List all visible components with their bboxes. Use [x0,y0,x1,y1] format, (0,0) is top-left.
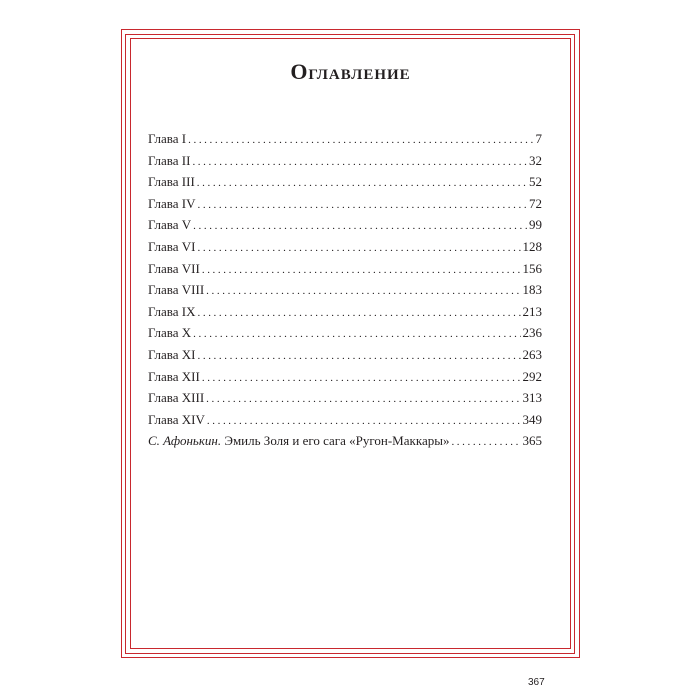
toc-entry-label: Глава X [148,325,192,341]
toc-entry-page: 263 [522,346,542,362]
dot-leader [193,324,520,346]
dot-leader [206,389,520,411]
toc-entry-page: 32 [529,152,542,168]
dot-leader [198,303,521,325]
dot-leader [188,130,533,152]
toc-entry-chapter-3[interactable] [148,171,542,193]
toc-entry-page: 213 [522,303,542,319]
toc-entry-label [148,430,449,452]
table-of-contents [148,128,542,452]
dot-leader [451,432,520,454]
toc-entry-chapter-1[interactable] [148,128,542,150]
dot-leader [198,346,521,368]
toc-entry-page: 156 [522,260,542,276]
toc-entry-page: 183 [522,282,542,298]
toc-entry-chapter-2[interactable] [148,150,542,172]
toc-entry-page: 236 [522,325,542,341]
dot-leader [207,411,521,433]
toc-entry-page: 52 [529,174,542,190]
dot-leader [192,152,527,174]
toc-entry-afterword[interactable] [148,430,542,452]
dot-leader [197,173,527,195]
dot-leader [206,281,520,303]
dot-leader [193,216,527,238]
toc-entry-chapter-13[interactable] [148,387,542,409]
dot-leader [202,368,521,390]
afterword-author: С. Афонькин. [148,433,222,449]
toc-entry-page: 99 [529,217,542,233]
toc-entry-page: 128 [522,238,542,254]
toc-entry-label: Глава IX [148,303,196,319]
afterword-title: Эмиль Золя и его сага «Ругон-Маккары» [221,433,450,449]
toc-entry-page: 313 [522,390,542,406]
toc-entry-chapter-14[interactable] [148,409,542,431]
toc-entry-label: Глава V [148,217,192,233]
toc-entry-chapter-5[interactable] [148,214,542,236]
toc-entry-page: 292 [522,368,542,384]
dot-leader [198,195,528,217]
page-number: 367 [528,677,545,688]
toc-entry-label: Глава XII [148,368,200,384]
dot-leader [198,238,521,260]
toc-entry-page: 349 [522,411,542,427]
toc-entry-label: Глава II [148,152,191,168]
toc-entry-page: 72 [529,195,542,211]
toc-entry-label: Глава VII [148,260,200,276]
toc-entry-page: 365 [522,433,542,449]
page-title: Оглавление [290,59,411,84]
toc-entry-label: Глава I [148,131,187,146]
toc-entry-label: Глава IV [148,195,196,211]
toc-entry-chapter-7[interactable] [148,258,542,280]
toc-entry-label: Глава III [148,174,195,190]
dot-leader [202,260,521,282]
toc-entry-chapter-11[interactable] [148,344,542,366]
toc-entry-chapter-9[interactable] [148,301,542,323]
toc-entry-chapter-6[interactable] [148,236,542,258]
toc-entry-chapter-8[interactable] [148,279,542,301]
toc-entry-chapter-12[interactable] [148,366,542,388]
toc-entry-label: Глава VIII [148,282,205,298]
toc-entry-page: 7 [535,131,542,146]
toc-entry-label: Глава VI [148,238,196,254]
toc-entry-chapter-4[interactable] [148,193,542,215]
toc-entry-chapter-10[interactable] [148,322,542,344]
toc-entry-label: Глава XI [148,346,196,362]
toc-entry-label: Глава XIII [148,390,205,406]
toc-entry-label: Глава XIV [148,411,205,427]
